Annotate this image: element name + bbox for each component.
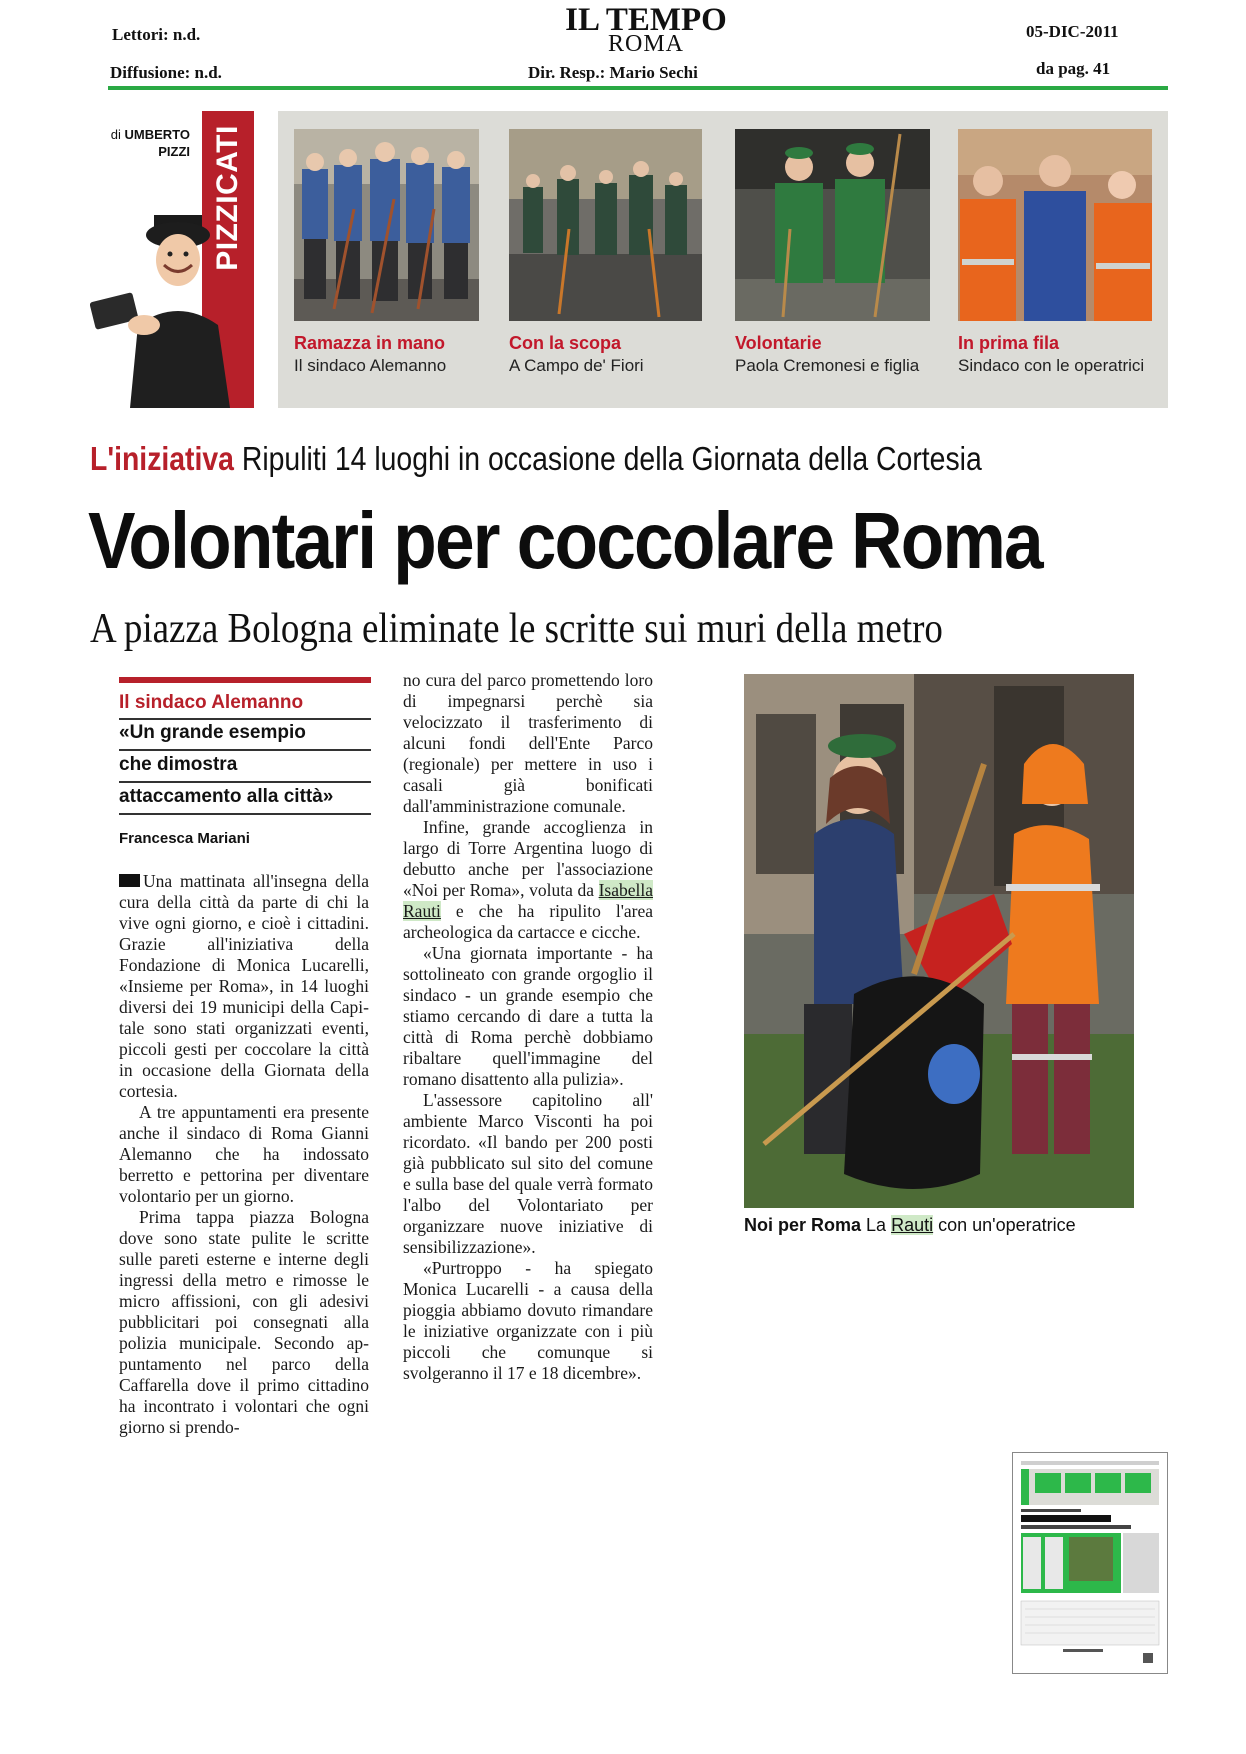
sidebar-quote-line: «Un grande esempio xyxy=(119,722,306,743)
circulation-label: Diffusione: n.d. xyxy=(110,63,222,82)
caption-subtitle-3: Paola Cremonesi e figlia xyxy=(735,356,920,375)
cartoonist-caricature xyxy=(90,215,230,408)
caption-bold: Noi per Roma xyxy=(744,1215,862,1235)
sidebar-top-bar xyxy=(119,677,371,683)
article-kicker xyxy=(90,440,982,478)
paragraph: Una mattinata all'insegna della cura della città da parte di chi la vive ogni giorno, e cioè i cittadini. Grazie all'iniziativa della Fondazione di Monica Lucarelli, «Insieme per Roma», in 14 luoghi diversi dei 19 municipi della Capitale sono stati organizzati eventi, piccoli gesti per coccolare la città in occasione della Giornata della cortesia. xyxy=(119,871,369,1101)
article-column-1 xyxy=(119,871,369,1438)
article-subheadline: A piazza Bologna eliminate le scritte sui muri della metro xyxy=(90,606,943,652)
highlighted-name: Rauti xyxy=(403,901,441,921)
masthead-city: ROMA xyxy=(607,31,684,57)
sidebar-rule xyxy=(119,749,371,751)
highlighted-name: Isabella xyxy=(598,880,653,900)
paragraph-marker xyxy=(119,874,140,887)
page-reference: da pag. 41 xyxy=(1036,59,1111,78)
sidebar-rule xyxy=(119,718,371,720)
paragraph: «Una giornata importante - ha sottolineato con grande orgoglio il sindaco - un grande esempio che stiamo cercando di dare a tutta la città di Roma perchè dobbiamo ribaltare quell'immagine del romano disattento alla pulizia». xyxy=(403,943,653,1089)
caption-title-1: Ramazza in mano xyxy=(294,333,446,353)
photo-con-la-scopa xyxy=(509,129,702,321)
sidebar-quote-line: che dimostra xyxy=(119,754,238,775)
paragraph: L'assessore capitolino all' ambiente Marco Visconti ha poi ricordato. «Il bando per 200 posti già pubblicato sul sito del comune e sulla base del quale verrà formato l'albo del Volontariato per organizzare nuove iniziative di sensibilizzazione». xyxy=(403,1090,653,1257)
paragraph: Prima tappa piazza Bologna dove sono state pulite le scritte sulle pareti esterne e interne degli ingressi della metro e rimosse le micro affissioni, con gli adesivi pubblicitari poi consegnati alla polizia municipale. Secondo appuntamento nel parco della Caffarella dove il primo cittadino ha incontrato i volontari che ogni giorno si prendo- xyxy=(119,1207,369,1437)
caption-subtitle-1: Il sindaco Alemanno xyxy=(294,356,447,375)
paragraph: no cura del parco promettendo loro di impegnarsi perchè sia velocizzato il trasferimento di alcuni fondi dell'Ente Parco (regionale) per mettere in uso i casali già bonificati dall'amministrazione comunale. xyxy=(403,670,653,816)
highlighted-name: Rauti xyxy=(891,1215,934,1235)
issue-date: 05-DIC-2011 xyxy=(1026,22,1119,41)
sidebar-rule xyxy=(119,781,371,783)
caption-subtitle-2: A Campo de' Fiori xyxy=(509,356,644,375)
pizzicati-author: di UMBERTO PIZZI xyxy=(110,127,190,159)
article-column-2 xyxy=(403,670,653,1384)
caption-title-4: In prima fila xyxy=(958,333,1060,353)
readers-label: Lettori: n.d. xyxy=(112,25,201,44)
paragraph: A tre appuntamenti era presente anche il sindaco di Roma Gianni Alemanno che ha indossato berretto e pettorina per diventare volontario per un giorno. xyxy=(119,1102,369,1206)
masthead xyxy=(553,2,739,57)
main-photo-volunteers xyxy=(744,674,1134,1208)
sidebar-quote-line: attaccamento alla città» xyxy=(119,786,334,807)
article-headline: Volontari per coccolare Roma xyxy=(88,496,1042,585)
kicker-text: Ripuliti 14 luoghi in occasione della Giornata della Cortesia xyxy=(241,440,982,477)
director-label: Dir. Resp.: Mario Sechi xyxy=(528,63,698,82)
page-thumbnail xyxy=(1012,1452,1168,1674)
photo-in-prima-fila xyxy=(958,129,1152,321)
main-photo-caption: Noi per Roma La Rauti con un'operatrice xyxy=(744,1215,1076,1235)
sidebar-title: Il sindaco Alemanno xyxy=(119,692,304,713)
kicker-label: L'iniziativa xyxy=(90,440,234,477)
caption-subtitle-4: Sindaco con le operatrici xyxy=(958,356,1145,375)
photo-ramazza xyxy=(294,129,479,321)
masthead-title: IL TEMPO xyxy=(565,2,727,38)
header-divider xyxy=(108,86,1168,90)
photo-volontarie xyxy=(735,129,930,321)
byline: Francesca Mariani xyxy=(119,830,250,847)
caption-title-3: Volontarie xyxy=(735,333,822,353)
paragraph: Infine, grande accoglienza in largo di Torre Argentina luogo di debutto anche per l'associazione «Noi per Roma», voluta da Isabella Rauti e che ha ripulito l'area archeologica da cartacce e cicche. xyxy=(403,817,653,942)
sidebar-rule xyxy=(119,813,371,815)
paragraph: «Purtroppo - ha spiegato Monica Lucarelli - a causa della pioggia abbiamo dovuto rimandare le iniziative organizzate con i più piccoli che comunque si svolgeranno il 17 e 18 dicembre». xyxy=(403,1258,653,1383)
pizzicati-label: PIZZICATI xyxy=(211,125,244,271)
caption-title-2: Con la scopa xyxy=(509,333,622,353)
